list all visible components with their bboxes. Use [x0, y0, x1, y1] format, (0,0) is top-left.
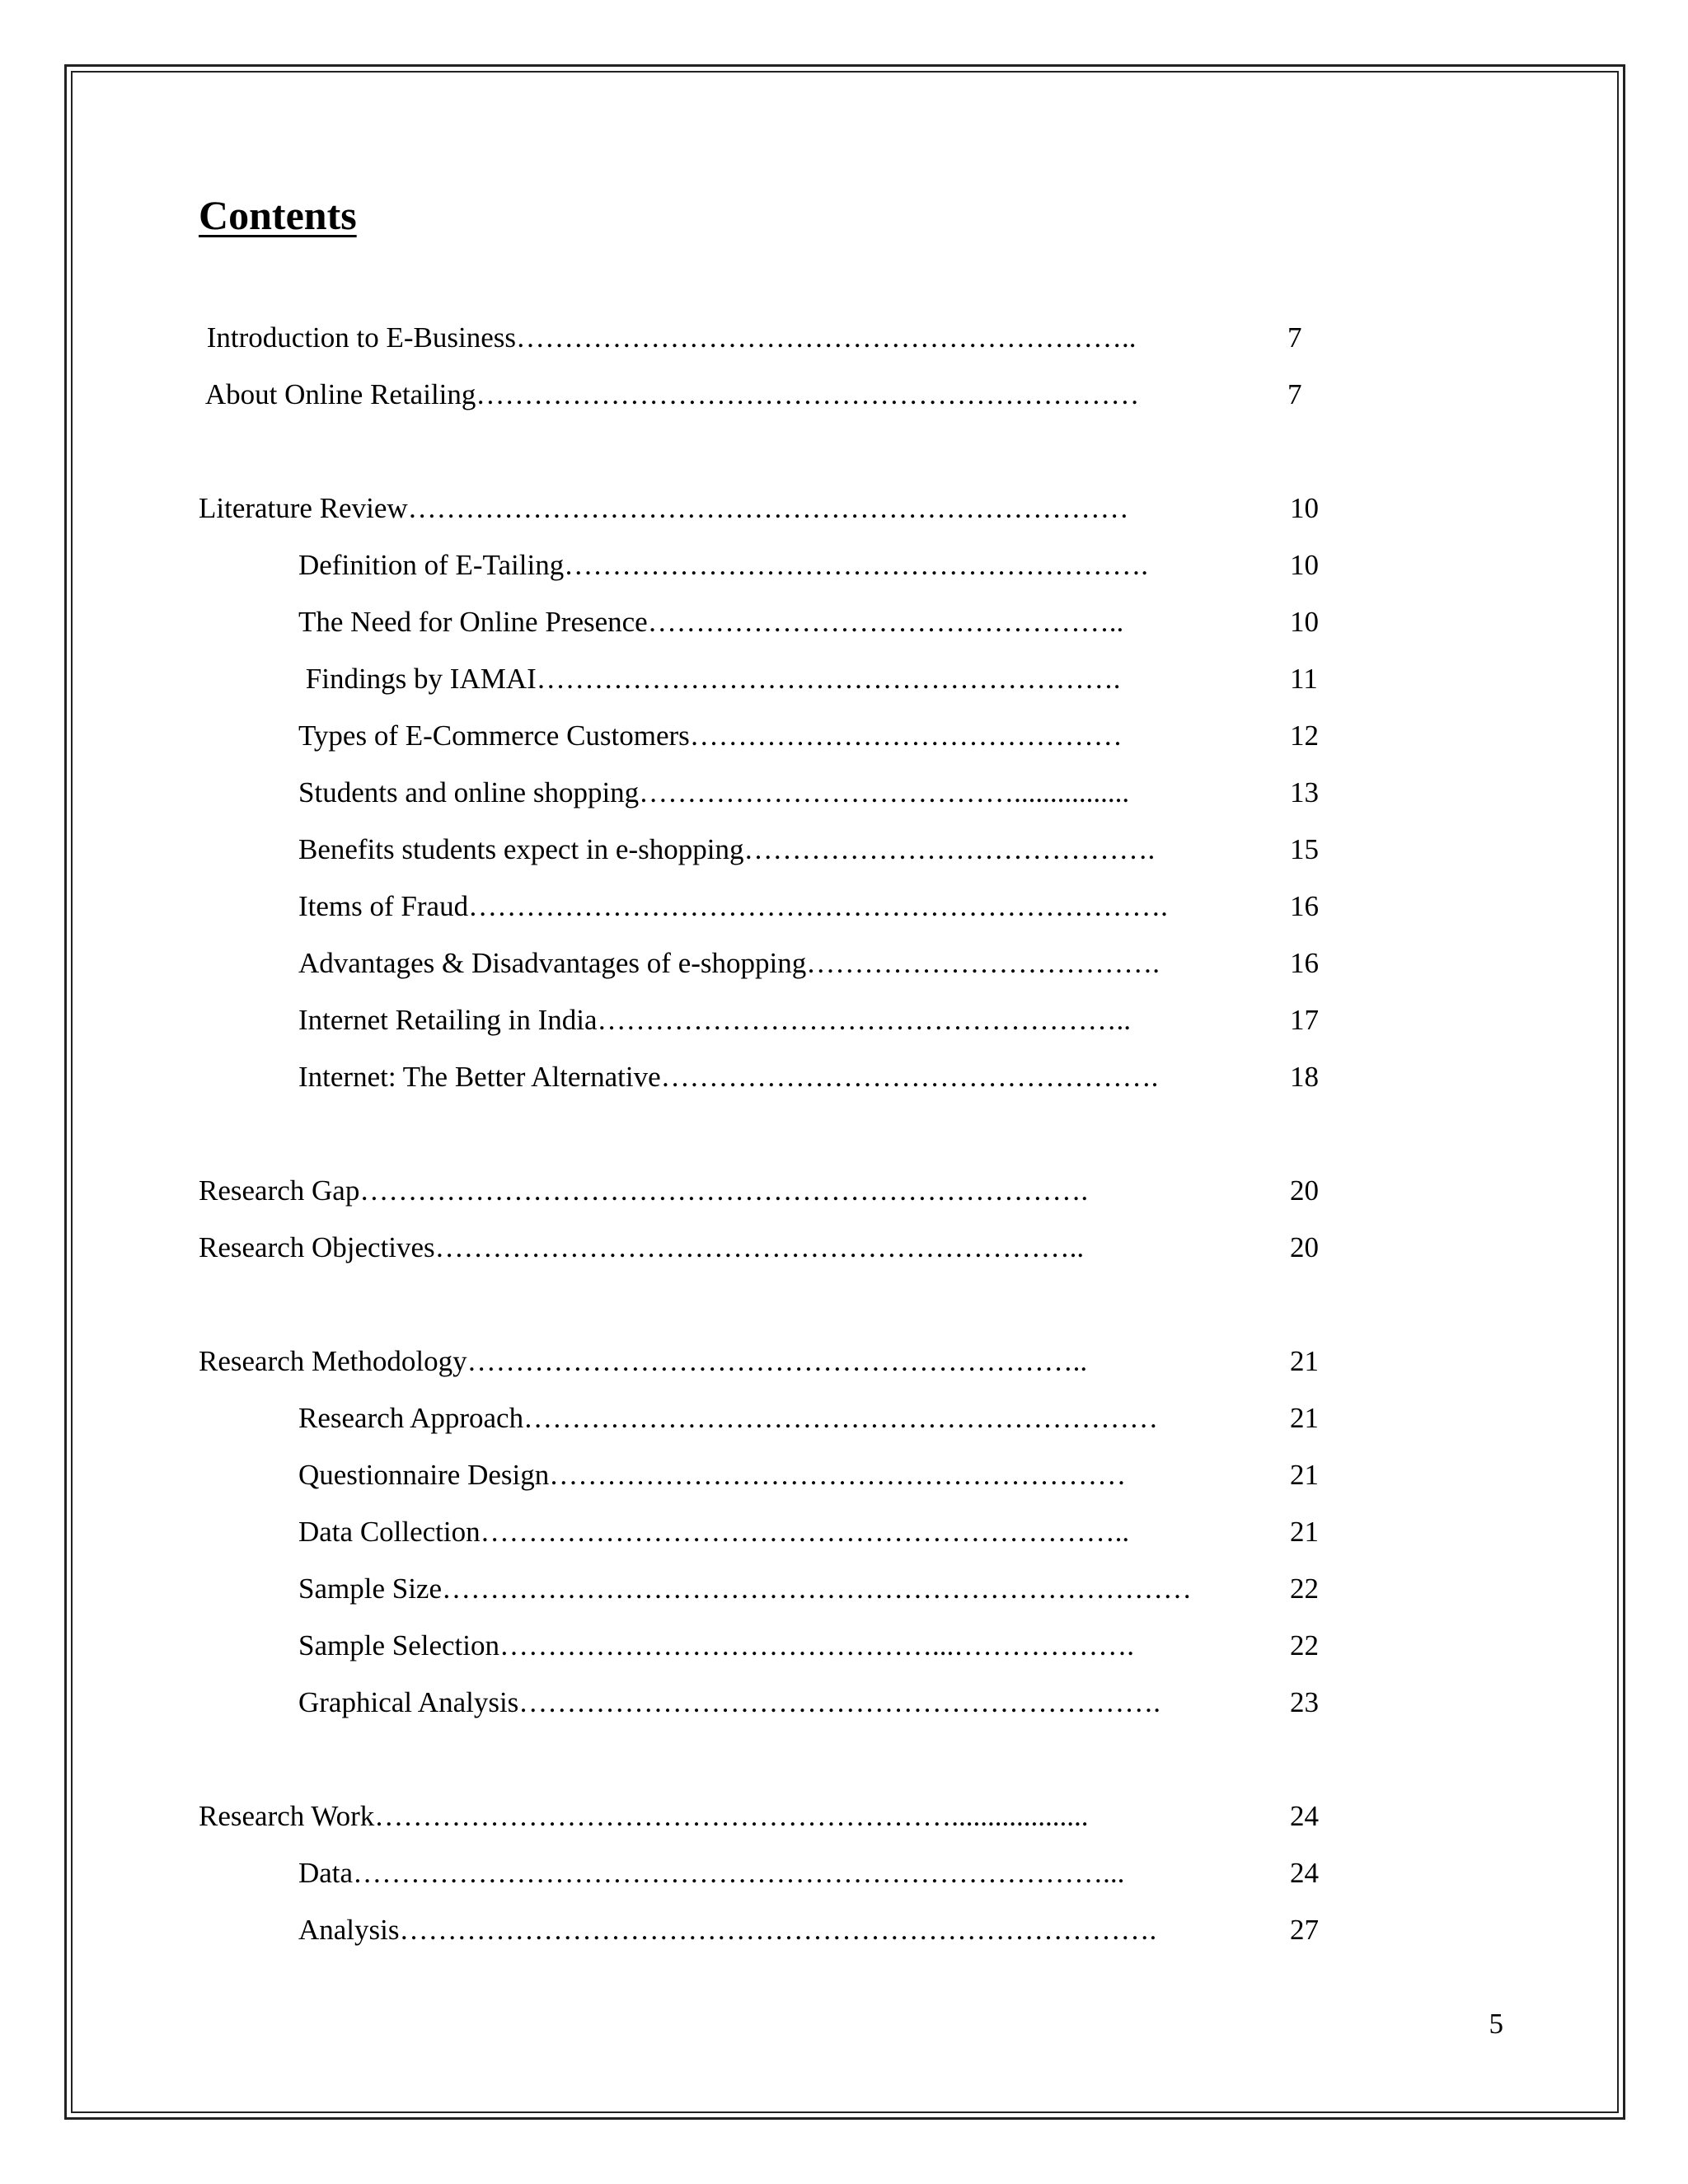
- toc-entry-literature-review[interactable]: [199, 489, 1336, 528]
- toc-entry-page: 22: [1290, 1629, 1319, 1661]
- toc-entry-title: Questionnaire Design……………………………………………………: [298, 1459, 1127, 1491]
- toc-entry-page: 12: [1290, 719, 1319, 752]
- toc-entry-introduction-to-e-business[interactable]: [199, 318, 1320, 358]
- toc-entry-graphical-analysis[interactable]: [298, 1683, 1337, 1722]
- toc-entry-internet-the-better-alternative[interactable]: [298, 1057, 1337, 1097]
- toc-entry-items-of-fraud[interactable]: [298, 887, 1337, 926]
- toc-entry-title: Literature Review…………………………………………………………………: [199, 492, 1129, 524]
- toc-entry-need-for-online-presence[interactable]: [298, 602, 1337, 642]
- toc-entry-page: 22: [1290, 1572, 1319, 1605]
- toc-entry-page: 21: [1290, 1459, 1319, 1491]
- toc-entry-page: 27: [1290, 1914, 1319, 1946]
- toc-entry-page: 10: [1290, 606, 1319, 638]
- toc-entry-definition-of-e-tailing[interactable]: [298, 546, 1337, 585]
- toc-entry-title: Items of Fraud……………………………………………………………….: [298, 890, 1168, 922]
- toc-entry-data[interactable]: [298, 1854, 1337, 1893]
- toc-entry-page: 17: [1290, 1004, 1319, 1036]
- toc-entry-types-of-e-commerce-customers[interactable]: [298, 716, 1337, 756]
- toc-entry-page: 15: [1290, 833, 1319, 865]
- toc-entry-title: Research Gap………………………………………………………………….: [199, 1174, 1089, 1207]
- toc-entry-title: Definition of E-Tailing…………………………………………………….: [298, 549, 1148, 581]
- toc-entry-sample-selection[interactable]: [298, 1626, 1337, 1666]
- toc-entry-students-and-online-shopping[interactable]: [298, 773, 1337, 813]
- toc-entry-title: The Need for Online Presence…………………………………………..: [298, 606, 1124, 638]
- toc-entry-analysis[interactable]: [298, 1910, 1337, 1950]
- toc-entry-title: Internet: The Better Alternative…………………………………………….: [298, 1061, 1159, 1093]
- toc-entry-questionnaire-design[interactable]: [298, 1455, 1337, 1495]
- toc-entry-page: 18: [1290, 1061, 1319, 1093]
- toc-entry-title: Data……………………………………………………………………...: [298, 1857, 1125, 1889]
- toc-entry-research-methodology[interactable]: [199, 1342, 1336, 1381]
- toc-entry-title: Sample Selection………………………………………...……………….: [298, 1629, 1134, 1661]
- contents-heading: Contents: [199, 192, 357, 238]
- toc-entry-title: Research Objectives…………………………………………………………..: [199, 1231, 1085, 1263]
- toc-entry-page: 16: [1290, 890, 1319, 922]
- toc-entry-page: 23: [1290, 1686, 1319, 1718]
- toc-entry-sample-size[interactable]: [298, 1569, 1337, 1609]
- toc-entry-findings-by-iamai[interactable]: [298, 659, 1337, 699]
- toc-entry-page: 10: [1290, 549, 1319, 581]
- toc-entry-title: Data Collection…………………………………………………………..: [298, 1516, 1130, 1548]
- toc-entry-page: 7: [1287, 378, 1302, 410]
- toc-entry-about-online-retailing[interactable]: [199, 375, 1320, 415]
- page-number: 5: [1489, 2008, 1503, 2040]
- toc-entry-page: 24: [1290, 1857, 1319, 1889]
- toc-entry-page: 21: [1290, 1402, 1319, 1434]
- toc-entry-page: 10: [1290, 492, 1319, 524]
- toc-entry-title: Sample Size……………………………………………………………………: [298, 1572, 1192, 1605]
- toc-entry-title: Benefits students expect in e-shopping…………………………………….: [298, 833, 1156, 865]
- toc-entry-title: About Online Retailing……………………………………………………………: [199, 378, 1140, 410]
- toc-entry-page: 20: [1290, 1174, 1319, 1207]
- toc-entry-title: Students and online shopping…………………………………................: [298, 776, 1130, 808]
- toc-entry-data-collection[interactable]: [298, 1512, 1337, 1552]
- toc-entry-page: 20: [1290, 1231, 1319, 1263]
- toc-entry-page: 21: [1290, 1516, 1319, 1548]
- toc-entry-title: Types of E-Commerce Customers………………………………………: [298, 719, 1123, 752]
- toc-entry-title: Advantages & Disadvantages of e-shopping……………………………….: [298, 947, 1160, 979]
- toc-entry-internet-retailing-in-india[interactable]: [298, 1001, 1337, 1040]
- toc-entry-research-gap[interactable]: [199, 1171, 1336, 1211]
- toc-entry-page: 7: [1287, 321, 1302, 354]
- toc-entry-page: 11: [1290, 663, 1318, 695]
- toc-entry-research-objectives[interactable]: [199, 1228, 1336, 1268]
- toc-entry-research-work[interactable]: [199, 1797, 1336, 1836]
- toc-entry-title: Findings by IAMAI…………………………………………………….: [298, 663, 1121, 695]
- toc-entry-title: Research Work……………………………………………………...................: [199, 1800, 1089, 1832]
- toc-entry-title: Research Methodology………………………………………………………..: [199, 1345, 1088, 1377]
- toc-entry-title: Introduction to E-Business………………………………………………………..: [199, 321, 1137, 354]
- toc-entry-title: Research Approach…………………………………………………………: [298, 1402, 1159, 1434]
- toc-entry-research-approach[interactable]: [298, 1399, 1337, 1438]
- toc-entry-title: Graphical Analysis………………………………………………………….: [298, 1686, 1161, 1718]
- toc-entry-page: 16: [1290, 947, 1319, 979]
- toc-entry-title: Internet Retailing in India………………………………………………..: [298, 1004, 1132, 1036]
- toc-entry-benefits-students-expect[interactable]: [298, 830, 1337, 869]
- toc-entry-page: 21: [1290, 1345, 1319, 1377]
- toc-entry-page: 24: [1290, 1800, 1319, 1832]
- toc-entry-title: Analysis…………………………………………………………………….: [298, 1914, 1157, 1946]
- toc-entry-page: 13: [1290, 776, 1319, 808]
- toc-entry-advantages-and-disadvantages[interactable]: [298, 944, 1337, 983]
